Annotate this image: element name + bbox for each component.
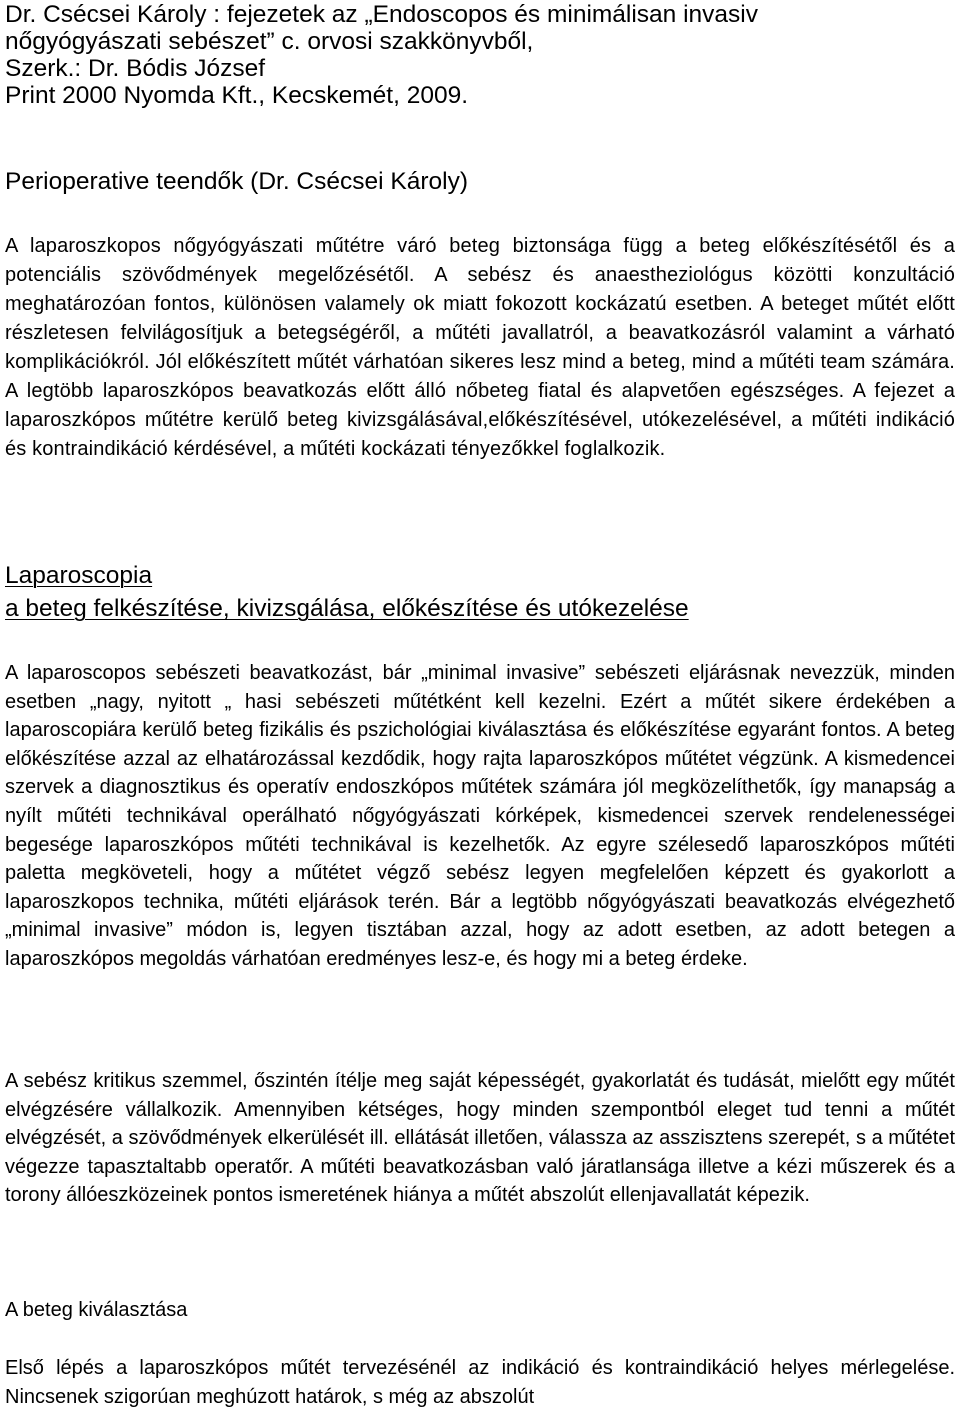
citation-line-3: Szerk.: Dr. Bódis József [5,55,266,82]
citation-line-1: Dr. Csécsei Károly : fejezetek az „Endoscopos és minimálisan invasiv [5,1,759,28]
heading-subtitle: a beteg felkészítése, kivizsgálása, előkészítése és utókezelése [5,595,689,622]
body-paragraph-1: A laparoscopos sebészeti beavatkozást, bár „minimal invasive” sebészeti eljárásnak nevezzük, minden esetben „nagy, nyitott „ hasi sebészeti műtétként kell kezelni. Ezért a műtét sikere érdekében a laparoscopiára kerülő beteg fizikális és pszichológiai kiválasztása és előkészítése egyaránt fontos. A beteg előkészítése azzal az elhatározással kezdődik, hogy rajta laparoszkópos műtétet végzünk. A kismedencei szervek a diagnosztikus és operatív endoszkópos műtétek számára jól megközelíthetők, így manapság a nyílt műtéti technikával operálható nőgyógyászati kórképek, kismedencei szervek rendelenességei begesége laparoszkópos műtéti technikával is kezelhetők. Az egyre szélesedő laparoszkópos műtéti paletta megköveteli, hogy a műtétet végző sebész legyen megfelelően képzett és gyakorlott a laparoszkopos technika, műtéti eljárások terén. Bár a legtöbb nőgyógyászati beavatkozás elvégezhető „minimal invasive” módon is, legyen tisztában azzal, hogy az adott esetben, az adott betegen a laparoszkópos megoldás várhatóan eredményes lesz-e, és hogy mi a beteg érdeke. [5,662,955,970]
citation-line-2: nőgyógyászati sebészet” c. orvosi szakkönyvből, [5,28,534,55]
section-title: Perioperative teendők (Dr. Csécsei Károly) [5,168,468,195]
heading-laparoscopia: Laparoscopia [5,562,153,589]
chapter-heading [5,559,955,625]
final-paragraph: Első lépés a laparoszkópos műtét tervezésénél az indikáció és kontraindikáció helyes mérlegelése. Nincsenek szigorúan meghúzott határok, s még az abszolút [5,1357,955,1408]
intro-paragraph: A laparoszkopos nőgyógyászati műtétre váró beteg biztonsága függ a beteg előkészítésétől és a potenciális szövődmények megelőzésétől. A sebész és anaestheziológus közötti konzultáció meghatározóan fontos, különösen valamely ok miatt fokozott kockázatú esetben. A beteget műtét előtt részletesen felvilágosítjuk a betegségéről, a műtéti javallatról, a beavatkozásról valamint a várható komplikációkról. Jól előkészített műtét várhatóan sikeres lesz mind a beteg, mind a műtéti team számára. A legtöbb laparoszkópos beavatkozás előtt álló nőbeteg fiatal és alapvetően egészséges. A fejezet a laparoszkópos műtétre kerülő beteg kivizsgálásával,előkészítésével, utókezelésével, a műtéti indikáció és kontraindikáció kérdésével, a műtéti kockázati tényezőkkel foglalkozik. [5,235,955,460]
citation-header [5,1,955,109]
subheading-patient-selection: A beteg kiválasztása [5,1299,188,1321]
citation-line-4: Print 2000 Nyomda Kft., Kecskemét, 2009. [5,82,469,109]
body-paragraph-2: A sebész kritikus szemmel, őszintén ítélje meg saját képességét, gyakorlatát és tudását, mielőtt egy műtét elvégzésére vállalkozik. Amennyiben kétséges, hogy minden szempontból eleget tud tenni a műtét elvégzését, a szövődmények elkerülését ill. ellátását illetően, válassza az asszisztens szerepét, s a műtétet végezze tapasztaltabb operatőr. A műtéti beavatkozásban való járatlansága illetve a kézi műszerek és a torony állóeszközeinek pontos ismeretének hiánya a műtét abszolút ellenjavallatát képezik. [5,1070,955,1207]
